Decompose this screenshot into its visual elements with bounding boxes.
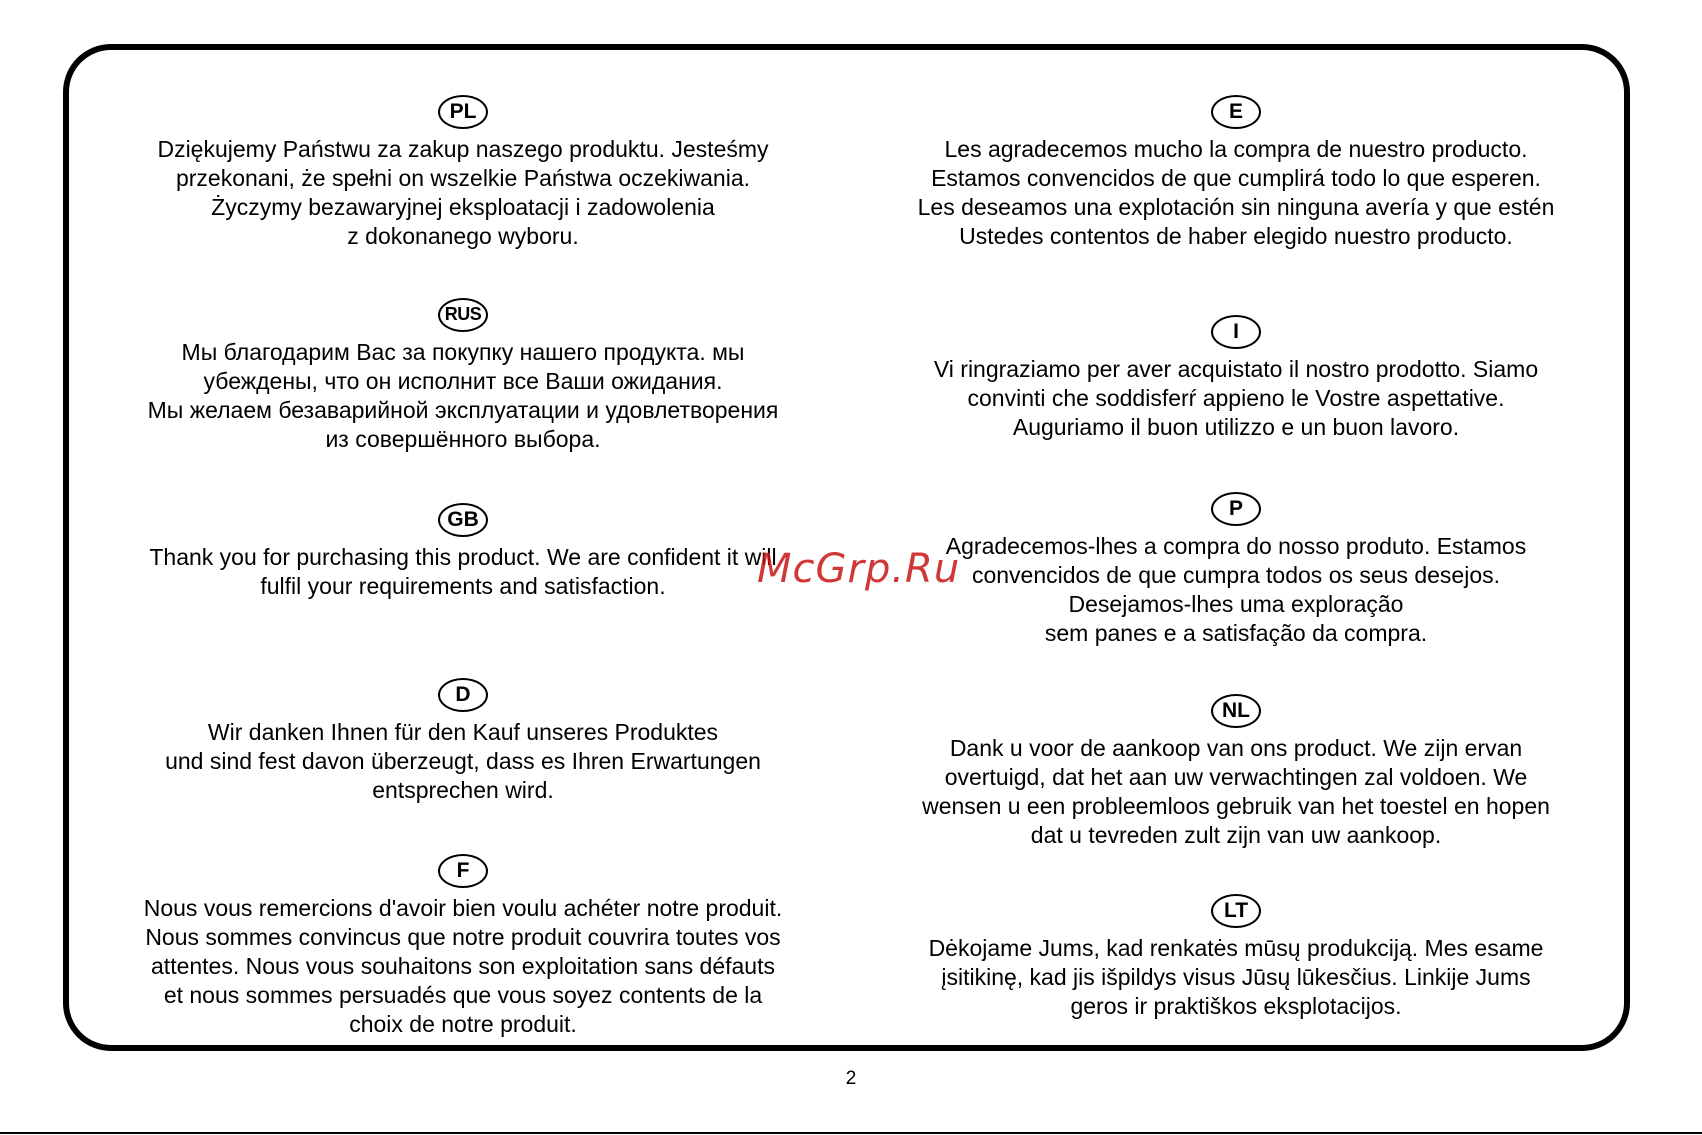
section-text-d: Wir danken Ihnen für den Kauf unseres Produktes und sind fest davon überzeugt, dass es Ihren Erwartungen entsprechen wird.	[165, 719, 761, 803]
section-text-p: Agradecemos-lhes a compra do nosso produto. Estamos convencidos de que cumpra todos os seus desejos. Desejamos-lhes uma exploração sem panes e a satisfação da compra.	[945, 533, 1527, 646]
section-e	[866, 95, 1606, 251]
section-d	[93, 678, 833, 805]
language-badge-gb: GB	[438, 503, 488, 537]
section-rus	[93, 298, 833, 454]
section-lt	[866, 894, 1606, 1021]
section-nl	[866, 694, 1606, 850]
language-badge-i: I	[1211, 315, 1261, 349]
section-gb	[93, 503, 833, 601]
section-pl	[93, 95, 833, 251]
bottom-rule	[0, 1132, 1702, 1134]
section-f	[93, 854, 833, 1039]
section-text-gb: Thank you for purchasing this product. We are confident it will fulfil your requirements and satisfaction.	[149, 544, 777, 599]
section-text-i: Vi ringraziamo per aver acquistato il nostro prodotto. Siamo convinti che soddisferŕ appieno le Vostre aspettative. Auguriamo il buon utilizzo e un buon lavoro.	[933, 356, 1539, 440]
language-badge-f: F	[438, 854, 488, 888]
section-text-pl: Dziękujemy Państwu za zakup naszego produktu. Jesteśmy przekonani, że spełni on wszelkie Państwa oczekiwania. Życzymy bezawaryjnej eksploatacji i zadowolenia z dokonanego wyboru.	[157, 136, 769, 249]
section-i	[866, 315, 1606, 442]
section-text-nl: Dank u voor de aankoop van ons product. We zijn ervan overtuigd, dat het aan uw verwachtingen zal voldoen. We wensen u een probleemloos gebruik van het toestel en hopen dat u tevreden zult zijn van uw aankoop.	[922, 735, 1550, 848]
section-p	[866, 492, 1606, 648]
section-text-e: Les agradecemos mucho la compra de nuestro producto. Estamos convencidos de que cumplirá todo lo que esperen. Les deseamos una explotación sin ninguna avería y que estén Ustedes contentos de haber elegido nuestro producto.	[917, 136, 1555, 249]
watermark: McGrp.Ru	[757, 546, 961, 592]
section-text-f: Nous vous remercions d'avoir bien voulu achéter notre produit. Nous sommes convincus que notre produit couvrira toutes vos attentes. Nous vous souhaitons son exploitation sans défauts et nous sommes persuadés que vous soyez contents de la choix de notre produit.	[143, 895, 783, 1037]
section-text-lt: Dėkojame Jums, kad renkatės mūsų produkciją. Mes esame įsitikinę, kad jis išpildys visus Jūsų lūkesčius. Linkije Jums geros ir praktiškos eksplotacijos.	[928, 935, 1544, 1019]
page-number: 2	[845, 1068, 857, 1089]
language-badge-e: E	[1211, 95, 1261, 129]
language-badge-d: D	[438, 678, 488, 712]
language-badge-lt: LT	[1211, 894, 1261, 928]
language-badge-p: P	[1211, 492, 1261, 526]
language-badge-nl: NL	[1211, 694, 1261, 728]
language-badge-rus: RUS	[438, 298, 488, 332]
language-badge-pl: PL	[438, 95, 488, 129]
section-text-rus: Мы благодарим Вас за покупку нашего продукта. мы убеждены, что он исполнит все Ваши ожидания. Мы желаем безаварийной эксплуатации и удовлетворения из совершённого выбора.	[147, 339, 779, 452]
